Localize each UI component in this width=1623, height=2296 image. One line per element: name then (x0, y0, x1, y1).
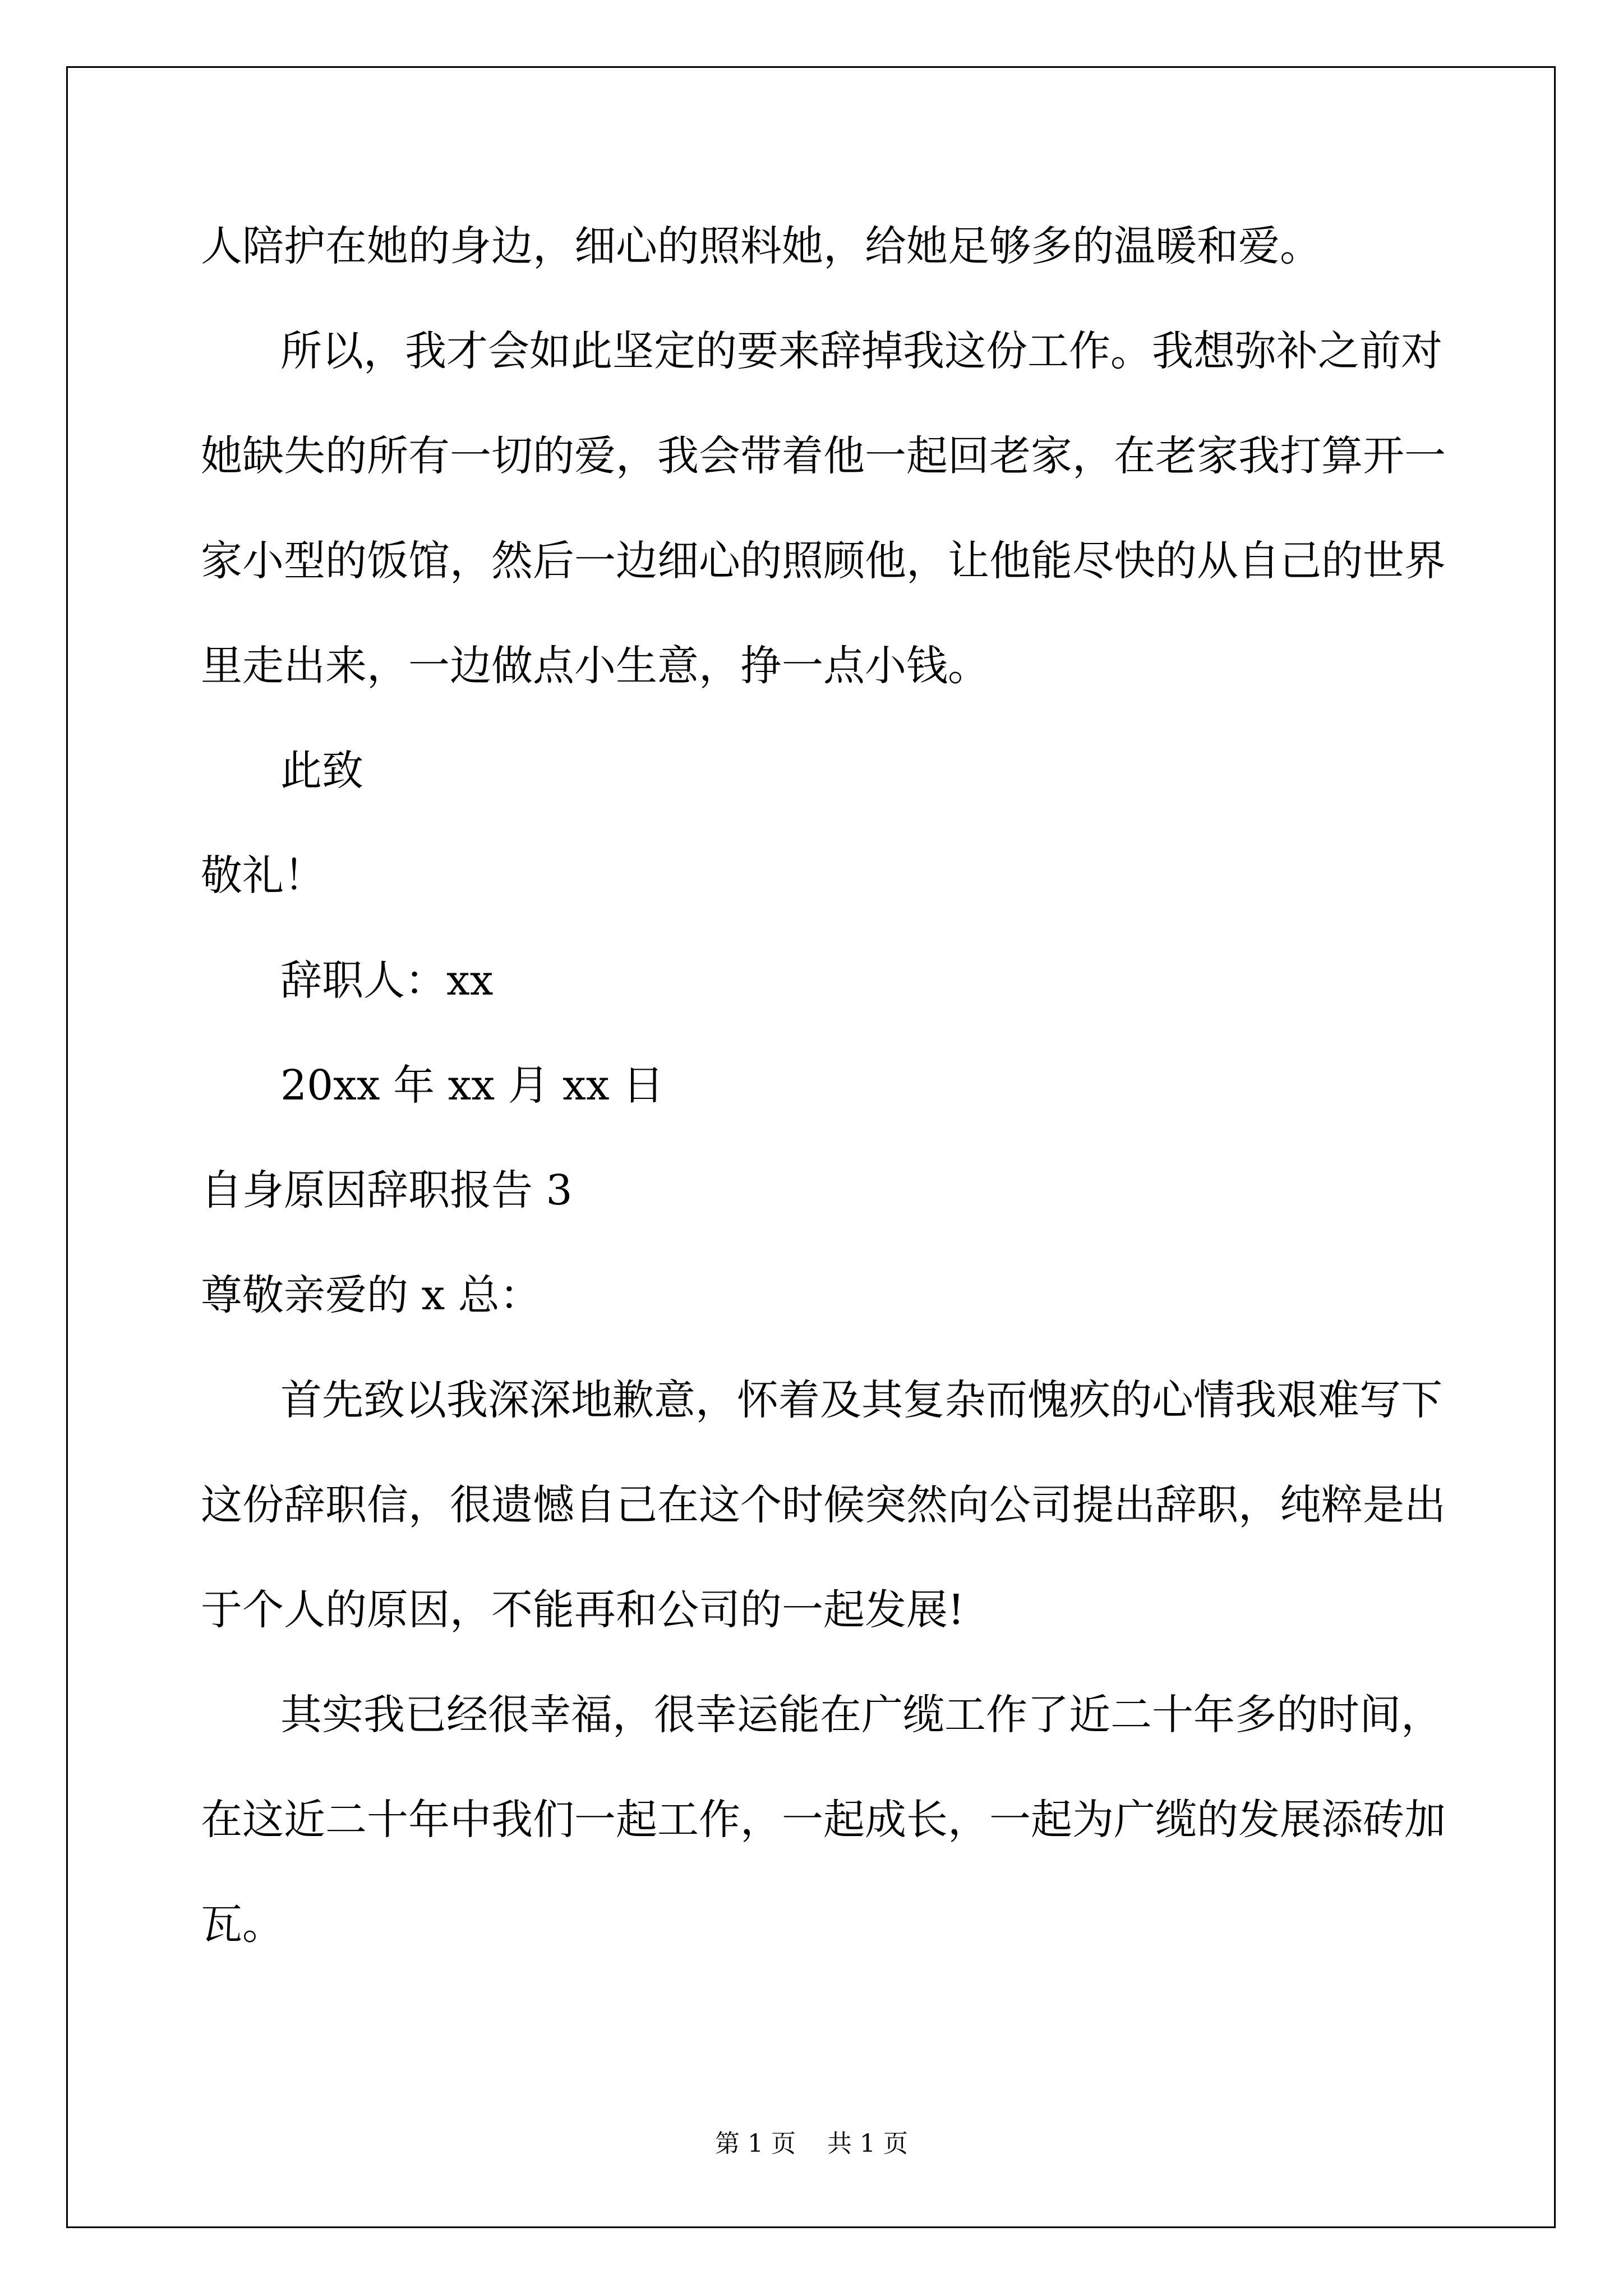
letter-greeting: 尊敬亲爱的 x 总： (201, 1271, 541, 1319)
paragraph-line: 她缺失的所有一切的爱，我会带着他一起回老家，在老家我打算开一 (201, 432, 1446, 480)
paragraph-line: 在这近二十年中我们一起工作，一起成长，一起为广缆的发展添砖加 (201, 1796, 1446, 1844)
page-footer (0, 2129, 1623, 2158)
closing-regards: 敬礼！ (201, 852, 325, 900)
paragraph-line: 家小型的饭馆，然后一边细心的照顾他，让他能尽快的从自己的世界 (201, 537, 1446, 585)
paragraph-line: 其实我已经很幸福，很幸运能在广缆工作了近二十年多的时间， (280, 1691, 1442, 1739)
date-line: 20xx 年 xx 月 xx 日 (280, 1061, 665, 1110)
paragraph-line: 这份辞职信，很遗憾自己在这个时候突然向公司提出辞职，纯粹是出 (201, 1481, 1446, 1529)
closing-salutation: 此致 (280, 747, 363, 795)
paragraph-line: 首先致以我深深地歉意，怀着及其复杂而愧疚的心情我艰难写下 (280, 1376, 1442, 1424)
paragraph-line: 瓦。 (201, 1901, 284, 1949)
paragraph-line: 人陪护在她的身边，细心的照料她，给她足够多的温暖和爱。 (201, 222, 1321, 270)
section-title: 自身原因辞职报告 3 (201, 1166, 573, 1214)
page-number: 第 1 页 (715, 2129, 796, 2158)
page-total: 共 1 页 (827, 2129, 908, 2158)
paragraph-line: 里走出来，一边做点小生意，挣一点小钱。 (201, 642, 989, 690)
paragraph-line: 于个人的原因，不能再和公司的一起发展! (201, 1586, 965, 1634)
page-border (66, 66, 1556, 2228)
paragraph-line: 所以，我才会如此坚定的要来辞掉我这份工作。我想弥补之前对 (280, 327, 1442, 375)
signature-line: 辞职人：xx (280, 956, 494, 1005)
